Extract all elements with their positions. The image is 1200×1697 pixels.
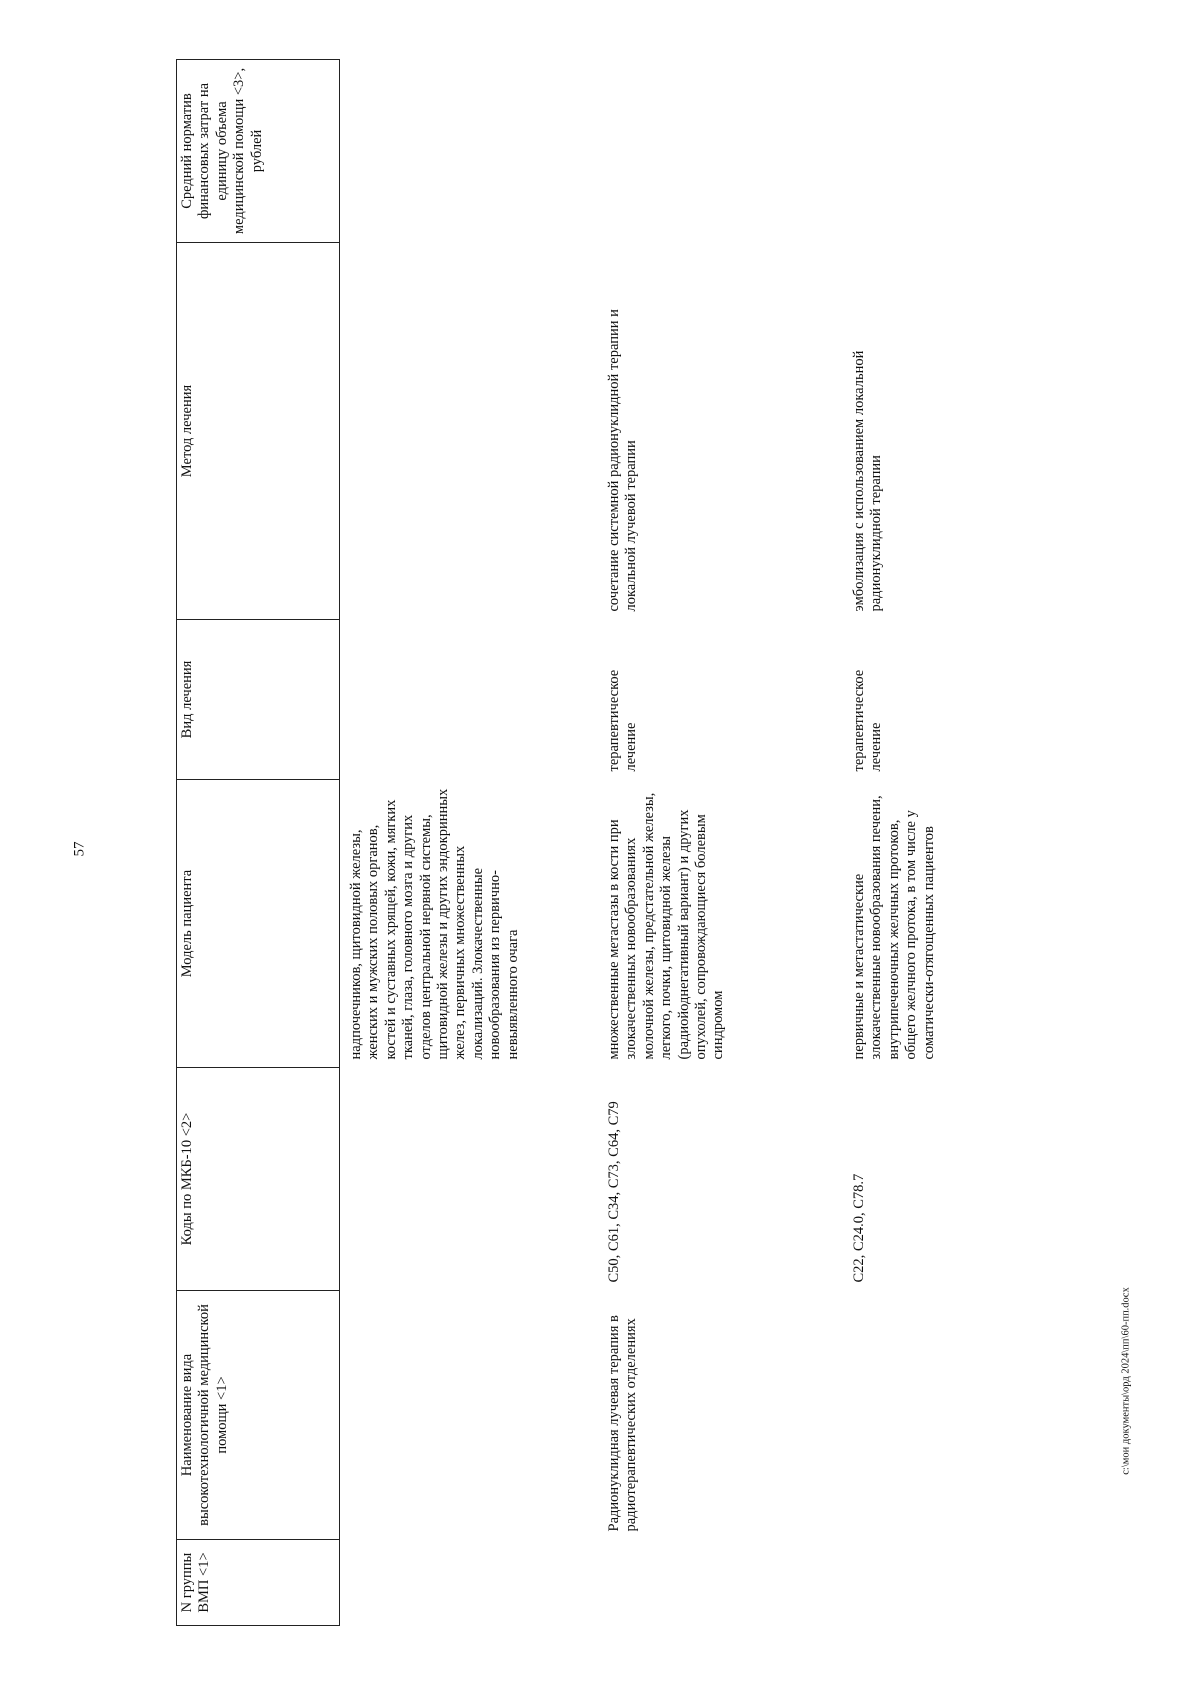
cell-icd-codes: C22, C24.0, C78.7 <box>851 1173 867 1283</box>
cell-treatment-type: терапевтическое лечение <box>606 669 640 772</box>
cell-group-number <box>594 1540 839 1626</box>
cell-patient-model: первичные и метастатические злокачественные новообразования печени, внутрипеченочных желчных протоков, общего желчного протока, в том числе у соматически-отягощенных пациентов <box>851 795 937 1060</box>
header-avg-cost: Средний норматив финансовых затрат на единицу объема медицинской помощи <3>, рублей <box>177 60 340 243</box>
cell-icd-codes <box>340 1068 595 1291</box>
header-treatment-method: Метод лечения <box>177 243 340 620</box>
cell-treatment-type <box>340 620 595 780</box>
table-row <box>839 60 1099 1626</box>
footer-file-path: c:\мои документы\орд 2024\пп\60-пп.docx <box>1120 1287 1132 1475</box>
cell-avg-cost <box>594 60 839 243</box>
header-treatment-type: Вид лечения <box>177 620 340 780</box>
cell-avg-cost <box>340 60 595 243</box>
cell-care-type-name <box>340 1291 595 1540</box>
header-row <box>177 60 340 1626</box>
cell-treatment-method <box>340 243 595 620</box>
cell-treatment-method: эмболизация с использованием локальной радионуклидной терапии <box>851 350 885 612</box>
header-group-number: N группы ВМП <1> <box>177 1540 340 1626</box>
cell-treatment-method: сочетание системной радионуклидной терапии и локальной лучевой терапии <box>606 309 640 612</box>
rotated-table-container <box>176 60 1076 1626</box>
cell-care-type-name <box>839 1291 1099 1540</box>
header-care-type-name: Наименование вида высокотехнологичной медицинской помощи <1> <box>177 1291 340 1540</box>
table-row <box>594 60 839 1626</box>
table-row <box>340 60 595 1626</box>
cell-patient-model: надпочечников, щитовидной железы, женских и мужских половых органов, костей и суставных хрящей, кожи, мягких тканей, глаза, головного мозга и других отделов центральной нервной системы, щитовидной железы и других эндокринных желез, первичных множественных локализаций. Злокачественные новообразования из первично-невыявленного очага <box>348 788 521 1060</box>
page-number: 57 <box>71 841 88 857</box>
vmp-table <box>176 59 1099 1626</box>
table-header <box>177 60 340 1626</box>
cell-icd-codes: C50, C61, C34, C73, C64, C79 <box>606 1101 622 1283</box>
cell-patient-model: множественные метастазы в кости при злокачественных новообразованиях молочной железы, предстательной железы, легкого, почки, щитовидной железы (радиойоднегативный вариант) и других опухолей, сопровождающиеся болевым синдромом <box>606 792 727 1060</box>
cell-group-number <box>340 1540 595 1626</box>
cell-avg-cost <box>839 60 1099 243</box>
header-patient-model: Модель пациента <box>177 780 340 1068</box>
header-icd-codes: Коды по МКБ-10 <2> <box>177 1068 340 1291</box>
table-body <box>340 60 1100 1626</box>
cell-care-type-name: Радионуклидная лучевая терапия в радиотерапевтических отделениях <box>606 1315 640 1532</box>
cell-group-number <box>839 1540 1099 1626</box>
cell-treatment-type: терапевтическое лечение <box>851 669 885 772</box>
